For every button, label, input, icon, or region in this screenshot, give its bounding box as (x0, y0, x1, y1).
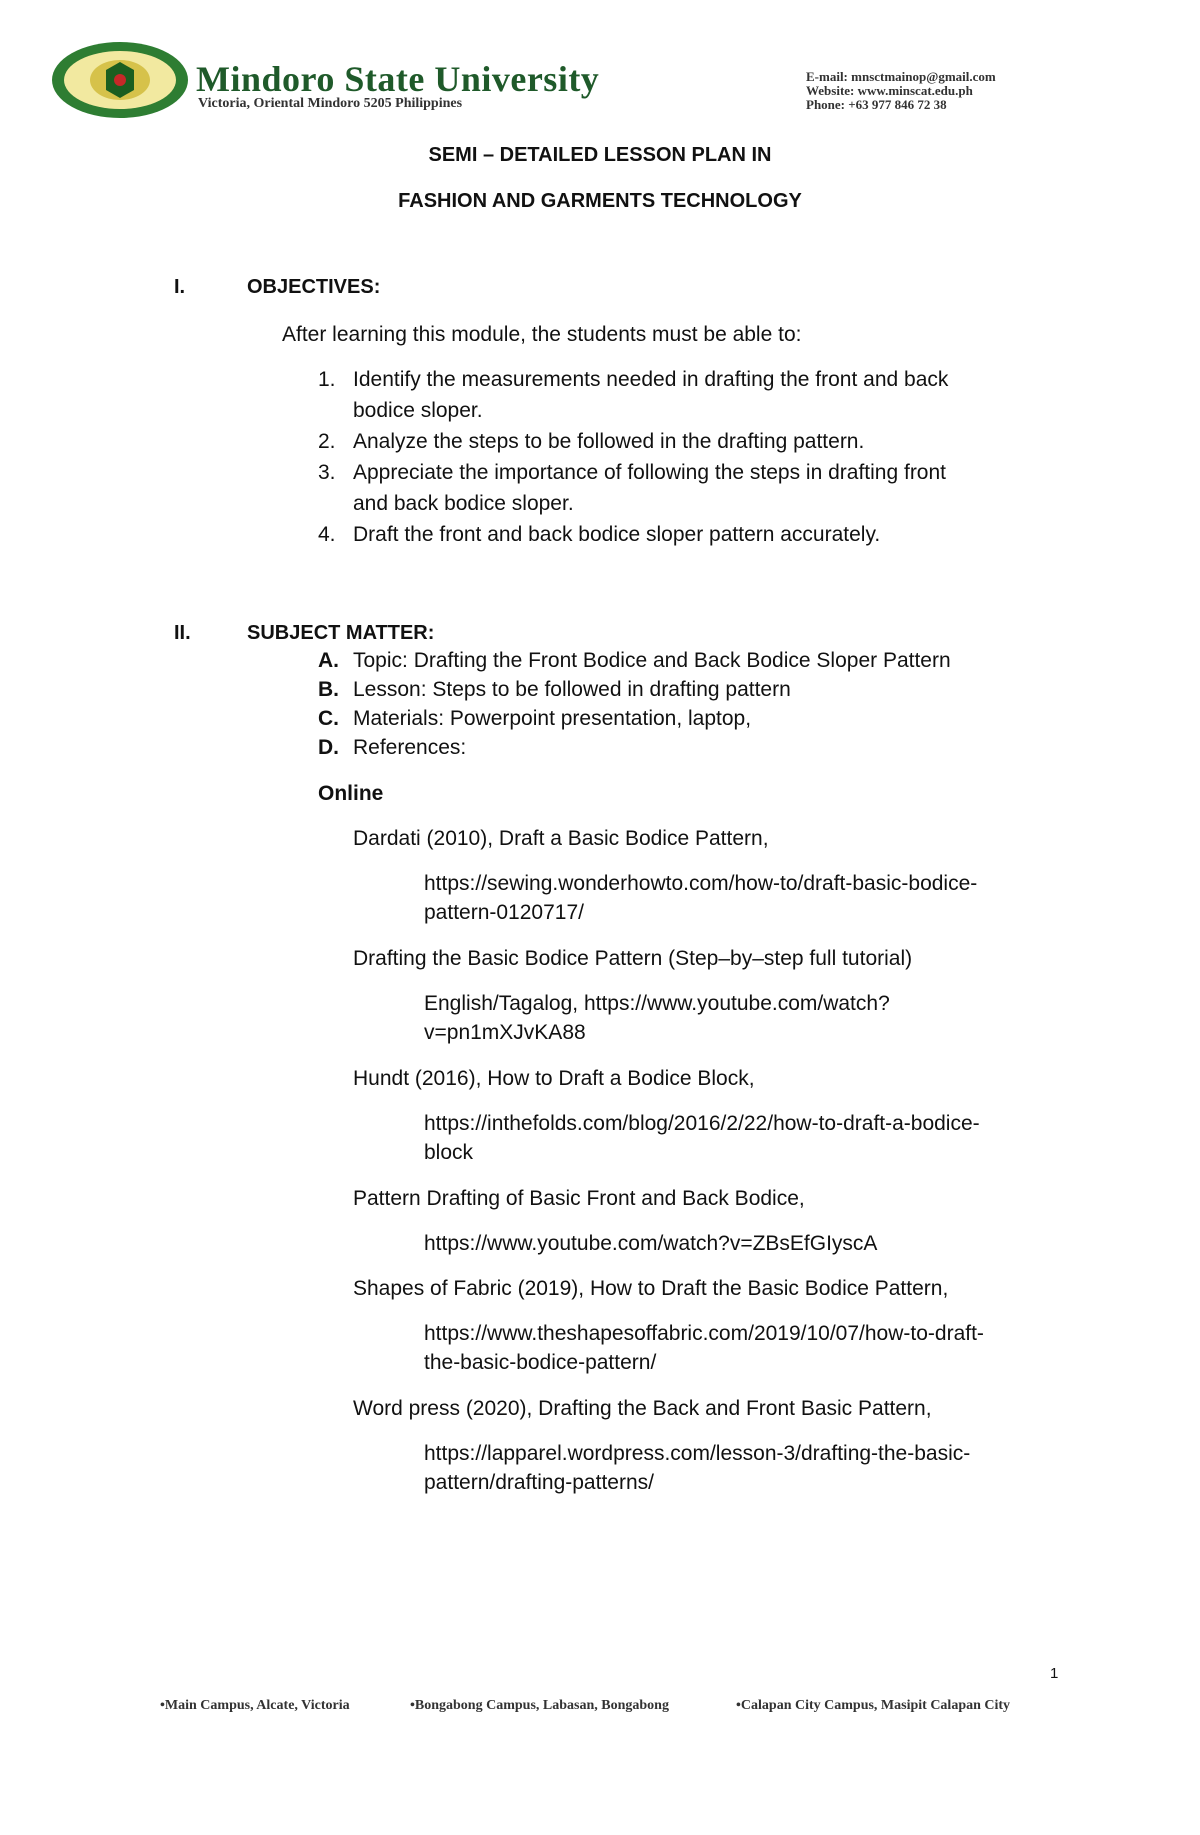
university-seal-logo (50, 40, 190, 120)
objective-number: 1. (318, 368, 336, 391)
reference-url[interactable]: https://www.youtube.com/watch?v=ZBsEfGIyscA (424, 1232, 878, 1255)
subject-item-letter: A. (318, 649, 339, 672)
reference-title: Hundt (2016), How to Draft a Bodice Block, (353, 1067, 755, 1090)
reference-title: Pattern Drafting of Basic Front and Back Bodice, (353, 1187, 805, 1210)
reference-url[interactable]: https://www.theshapesoffabric.com/2019/10/07/how-to-draft- (424, 1322, 984, 1345)
objective-item: Analyze the steps to be followed in the drafting pattern. (353, 430, 865, 453)
subject-item-materials: Materials: Powerpoint presentation, laptop, (353, 707, 752, 730)
document-title-line1: SEMI – DETAILED LESSON PLAN IN (428, 144, 772, 166)
reference-url[interactable]: https://sewing.wonderhowto.com/how-to/draft-basic-bodice- (424, 872, 978, 895)
reference-title: Dardati (2010), Draft a Basic Bodice Pattern, (353, 827, 769, 850)
reference-title: Shapes of Fabric (2019), How to Draft the Basic Bodice Pattern, (353, 1277, 949, 1300)
reference-url[interactable]: https://lapparel.wordpress.com/lesson-3/drafting-the-basic- (424, 1442, 971, 1465)
section-heading-objectives: OBJECTIVES: (247, 276, 381, 298)
email: E-mail: mnsctmainop@gmail.com (806, 69, 996, 84)
reference-url[interactable]: English/Tagalog, https://www.youtube.com/watch? (424, 992, 890, 1015)
reference-url-continued[interactable]: the-basic-bodice-pattern/ (424, 1351, 657, 1374)
objective-number: 3. (318, 461, 336, 484)
letterhead (0, 0, 1200, 140)
subject-item-lesson: Lesson: Steps to be followed in drafting pattern (353, 678, 791, 701)
subject-item-letter: B. (318, 678, 339, 701)
footer-campus-calapan: •Calapan City Campus, Masipit Calapan City (736, 1698, 1011, 1713)
university-address: Victoria, Oriental Mindoro 5205 Philippines (198, 96, 463, 111)
objective-number: 2. (318, 430, 336, 453)
subject-item-letter: C. (318, 707, 339, 730)
subject-item-letter: D. (318, 736, 339, 759)
section-number-objectives: I. (174, 276, 186, 298)
phone: Phone: +63 977 846 72 38 (806, 97, 947, 112)
subject-item-references: References: (353, 736, 467, 759)
footer-campus-main: •Main Campus, Alcate, Victoria (160, 1698, 350, 1713)
subject-item-topic: Topic: Drafting the Front Bodice and Back Bodice Sloper Pattern (353, 649, 951, 672)
reference-url-continued[interactable]: pattern/drafting-patterns/ (424, 1471, 654, 1494)
reference-url[interactable]: https://inthefolds.com/blog/2016/2/22/how-to-draft-a-bodice- (424, 1112, 980, 1135)
reference-url-continued[interactable]: block (424, 1141, 474, 1164)
footer-campus-bongabong: •Bongabong Campus, Labasan, Bongabong (410, 1698, 669, 1713)
university-name: Mindoro State University (196, 59, 600, 99)
objective-item: Appreciate the importance of following the steps in drafting front (353, 461, 947, 484)
reference-url-continued[interactable]: pattern-0120717/ (424, 901, 584, 924)
page-number: 1 (1050, 1665, 1059, 1682)
reference-title: Word press (2020), Drafting the Back and Front Basic Pattern, (353, 1397, 932, 1420)
objective-item: Identify the measurements needed in drafting the front and back (353, 368, 949, 391)
document-title-line2: FASHION AND GARMENTS TECHNOLOGY (398, 190, 802, 212)
reference-url-continued[interactable]: v=pn1mXJvKA88 (424, 1021, 586, 1044)
objective-item: Draft the front and back bodice sloper pattern accurately. (353, 523, 881, 546)
section-heading-subject-matter: SUBJECT MATTER: (247, 622, 435, 644)
objective-number: 4. (318, 523, 336, 546)
objective-item-continued: bodice sloper. (353, 399, 483, 422)
objective-item-continued: and back bodice sloper. (353, 492, 574, 515)
section-number-subject-matter: II. (174, 622, 191, 644)
reference-title: Drafting the Basic Bodice Pattern (Step–by–step full tutorial) (353, 947, 913, 970)
website: Website: www.minscat.edu.ph (806, 83, 973, 98)
contact-info (806, 70, 1106, 112)
objectives-intro: After learning this module, the students must be able to: (282, 323, 802, 346)
online-label: Online (318, 782, 384, 805)
